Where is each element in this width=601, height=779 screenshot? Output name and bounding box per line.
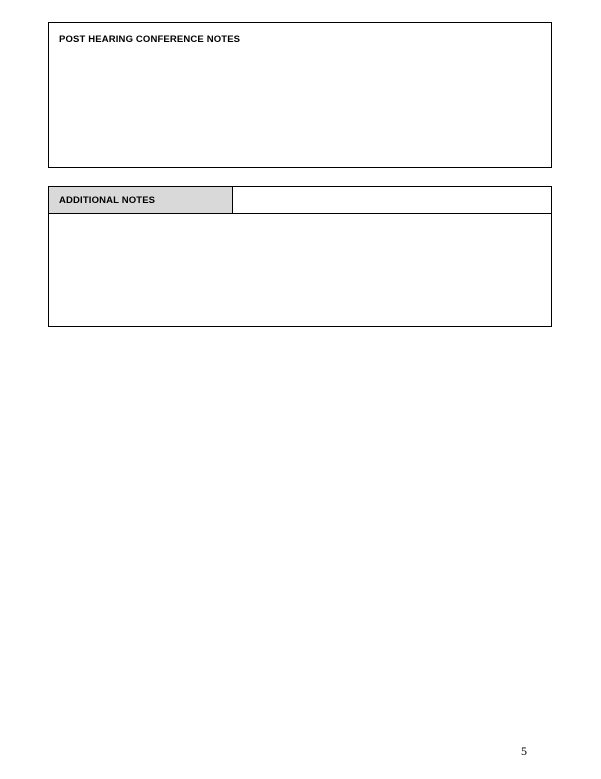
post-hearing-conference-notes-body[interactable] xyxy=(49,45,551,145)
additional-notes-header-row xyxy=(48,186,552,214)
additional-notes-section xyxy=(48,186,552,327)
additional-notes-label-cell xyxy=(48,186,233,214)
additional-notes-value-cell[interactable] xyxy=(233,186,552,214)
page-number: 5 xyxy=(521,744,527,758)
post-hearing-conference-notes-section xyxy=(48,22,552,168)
additional-notes-label: ADDITIONAL NOTES xyxy=(59,194,156,206)
additional-notes-body[interactable] xyxy=(48,214,552,327)
post-hearing-conference-notes-heading: POST HEARING CONFERENCE NOTES xyxy=(59,34,241,45)
